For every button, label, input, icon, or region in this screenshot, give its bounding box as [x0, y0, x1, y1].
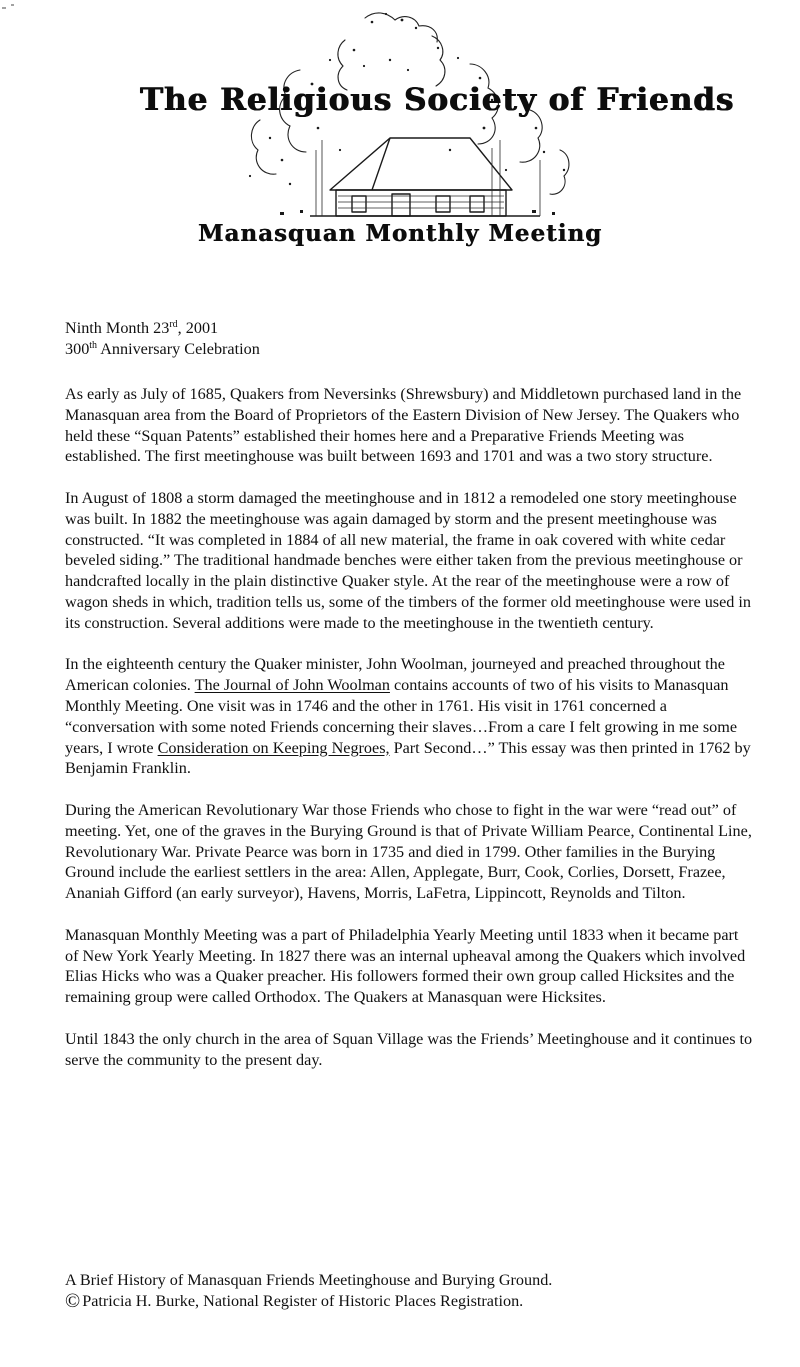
letterhead-subtitle: Manasquan Monthly Meeting — [197, 220, 603, 247]
citation-title: A Brief History of Manasquan Friends Meetinghouse and Burying Ground. — [65, 1271, 553, 1289]
anniversary-line: 300th Anniversary Celebration — [65, 340, 260, 358]
paragraph-yearly-meeting: Manasquan Monthly Meeting was a part of Philadelphia Yearly Meeting until 1833 when it became part of New York Yearly Meeting. In 1827 there was an internal upheaval among the Quakers which involved Elias Hicks who was a Quaker preacher. His followers formed their own group called Hicksites and the remaining group were called Orthodox. The Quakers at Manasquan were Hicksites. — [65, 925, 746, 1007]
paragraph-squan-village: Until 1843 the only church in the area of Squan Village was the Friends’ Meetinghouse and it continues to serve the community to the present day. — [65, 1029, 753, 1069]
dateline — [65, 318, 745, 360]
date-line: Ninth Month 23rd, 2001 — [65, 319, 219, 337]
letterhead — [140, 0, 735, 262]
paragraph-founding: As early as July of 1685, Quakers from Neversinks (Shrewsbury) and Middletown purchased land in the Manasquan area from the Board of Proprietors of the Eastern Division of New Jersey. The Quakers who held these “Squan Patents” established their homes here and a Preparative Friends Meeting was established. The first meetinghouse was built between 1693 and 1701 and was a two story structure. — [65, 385, 742, 466]
journal-title: The Journal of John Woolman — [194, 676, 390, 695]
copyright-icon: © — [65, 1289, 81, 1312]
letterhead-title: The Religious Society of Friends — [140, 82, 735, 118]
source-citation — [65, 1270, 755, 1311]
paragraph-woolman: In the eighteenth century the Quaker minister, John Woolman, journeyed and preached throughout the American colonies. The Journal of John Woolman contains accounts of two of his visits to Manasquan Monthly Meeting. One visit was in 1746 and the other in 1761. His visit in 1761 concerned a “conversation with some noted Friends concerning their slaves…From a care I felt growing in me some years, I wrote Consideration on Keeping Negroes, Part Second…” This essay was then printed in 1762 by Benjamin Franklin. — [65, 655, 751, 778]
paragraph-meetinghouse: In August of 1808 a storm damaged the meetinghouse and in 1812 a remodeled one story meetinghouse was built. In 1882 the meetinghouse was again damaged by storm and the present meetinghouse was constructed. “It was completed in 1884 of all new material, the frame in oak covered with white cedar beveled siding.” The traditional handmade benches were either taken from the previous meetinghouse or handcrafted locally in the plain distinctive Quaker style. At the rear of the meetinghouse were a row of wagon sheds in which, tradition tells us, some of the timbers of the former old meetinghouse were used in its construction. Several additions were made to the meetinghouse in the twentieth century. — [65, 488, 752, 632]
scan-corner-mark — [2, 4, 22, 12]
paragraph-revolutionary-war: During the American Revolutionary War those Friends who chose to fight in the war were “read out” of meeting. Yet, one of the graves in the Burying Ground is that of Private William Pearce, Continental Line, Revolutionary War. Private Pearce was born in 1735 and died in 1799. Other families in the Burying Ground include the earliest settlers in the area: Allen, Applegate, Burr, Cook, Corlies, Dorsett, Frazee, Ananiah Gifford (an early surveyor), Havens, Morris, LaFetra, Lippincott, Reynolds and Tilton. — [65, 800, 752, 903]
citation-author: © Patricia H. Burke, National Register of Historic Places Registration. — [65, 1289, 524, 1312]
essay-title: Consideration on Keeping Negroes, — [157, 738, 390, 757]
history-body — [65, 384, 755, 1091]
